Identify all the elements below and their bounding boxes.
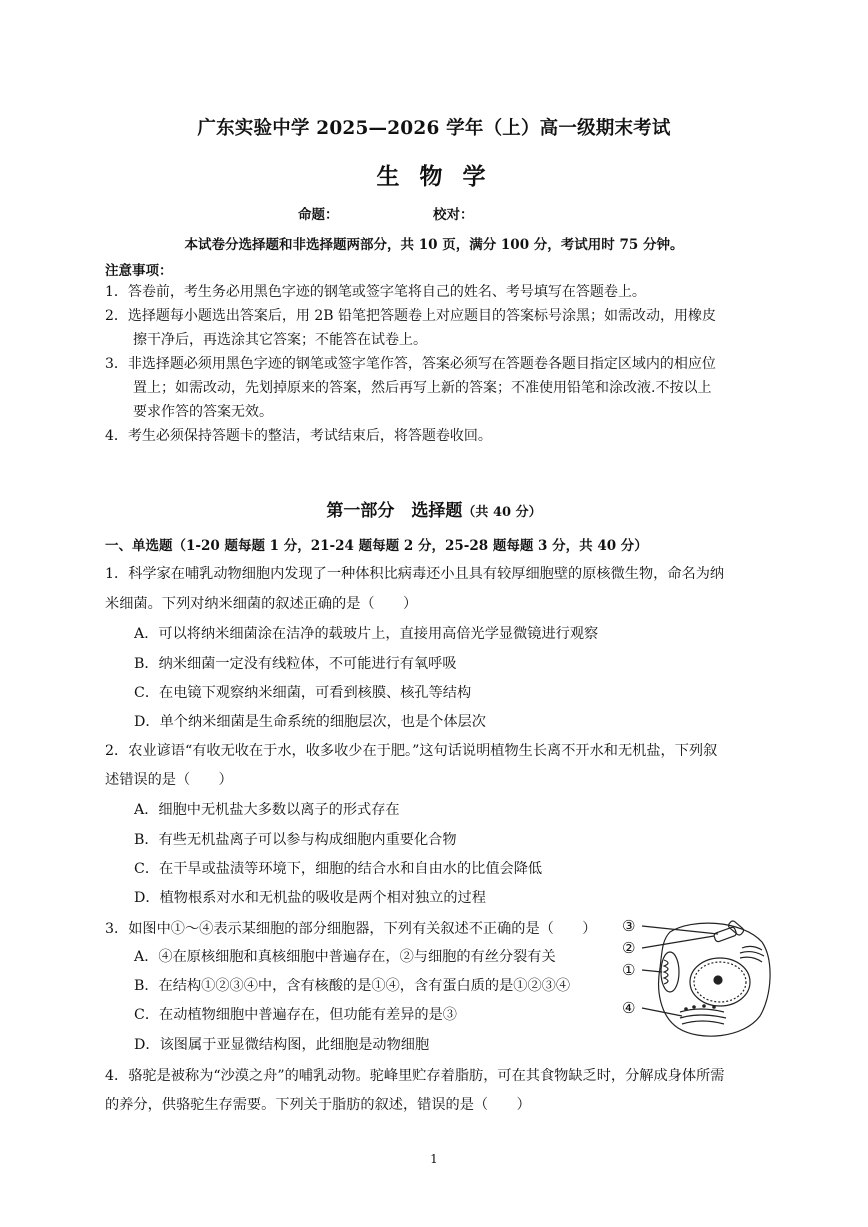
question-2-option-c: C．在干旱或盐渍等环境下，细胞的结合水和自由水的比值会降低 [134,861,543,877]
question-1-stem-line: 米细菌。下列对纳米细菌的叙述正确的是（ ） [105,596,418,612]
note-line: 2．选择题每小题选出答案后，用 2B 铅笔把答题卷上对应题目的答案标号涂黑；如需改动，用橡皮 [105,308,717,324]
part-one-title [0,496,868,521]
question-2-option-d: D．植物根系对水和无机盐的吸收是两个相对独立的过程 [134,890,486,906]
note-line: 4．考生必须保持答题卡的整洁，考试结束后，将答题卷收回。 [105,428,492,444]
question-1-stem-line: 1．科学家在哺乳动物细胞内发现了一种体积比病毒还小且具有较厚细胞壁的原核微生物，命名为纳 [105,566,725,582]
note-line: 1．答卷前，考生务必用黑色字迹的钢笔或签字笔将自己的姓名、考号填写在答题卷上。 [105,284,646,300]
question-3-option-d: D．该图属于亚显微结构图，此细胞是动物细胞 [134,1037,430,1053]
golgi-shape [740,946,764,962]
question-2-option-a: A．细胞中无机盐大多数以离子的形式存在 [134,802,400,818]
question-3-option-b: B．在结构①②③④中，含有核酸的是①④，含有蛋白质的是①②③④ [134,978,571,994]
question-1-option-c: C．在电镜下观察纳米细菌，可看到核膜、核孔等结构 [134,685,472,701]
figure-label-4: ④ [622,999,636,1017]
question-3-option-c: C．在动植物细胞中普遍存在，但功能有差异的是③ [134,1007,457,1023]
part-one-score: （共 40 分） [462,505,542,520]
exam-title: 广东实验中学 2025—2026 学年（上）高一级期末考试 [197,118,671,139]
question-2-stem-line: 2．农业谚语“有收无收在于水，收多收少在于肥。”这句话说明植物生长离不开水和无机盐，下列叙 [105,743,718,759]
question-3-option-a: A．④在原核细胞和真核细胞中普遍存在，②与细胞的有丝分裂有关 [134,949,556,965]
question-1-option-a: A．可以将纳米细菌涂在洁净的载玻片上，直接用高倍光学显微镜进行观察 [134,626,599,642]
figure-label-3: ③ [622,917,636,935]
er-shape [680,1005,726,1024]
question-4-stem-line: 的养分，供骆驼生存需要。下列关于脂肪的叙述，错误的是（ ） [105,1097,531,1113]
figure-label-2: ② [622,939,636,957]
question-4-stem-line: 4．骆驼是被称为“沙漠之舟”的哺乳动物。驼峰里贮存着脂肪，可在其食物缺乏时，分解成身体所需 [105,1068,725,1084]
proposer-label: 命题： [298,207,339,223]
question-1-option-d: D．单个纳米细菌是生命系统的细胞层次，也是个体层次 [134,714,486,730]
note-line: 3．非选择题必须用黑色字迹的钢笔或签字笔作答，答案必须写在答题卷各题目指定区域内的相应位 [105,356,716,372]
cell-organelle-figure [622,908,774,1046]
notes-heading: 注意事项： [105,263,173,279]
question-1-option-b: B．纳米细菌一定没有线粒体，不可能进行有氧呼吸 [134,656,457,672]
question-2-stem-line: 述错误的是（ ） [105,772,233,788]
question-2-option-b: B．有些无机盐离子可以参与构成细胞内重要化合物 [134,832,457,848]
question-3-stem-line: 3．如图中①～④表示某细胞的部分细胞器，下列有关叙述不正确的是（ ） [105,921,597,937]
section-heading: 一、单选题（1-20 题每题 1 分，21-24 题每题 2 分，25-28 题每题 3 分，共 40 分） [105,538,648,554]
checker-label: 校对： [433,207,474,223]
note-line: 擦干净后，再选涂其它答案；不能答在试卷上。 [133,332,427,348]
note-line: 要求作答的答案无效。 [133,404,273,420]
note-line: 置上；如需改动，先划掉原来的答案，然后再写上新的答案；不准使用铅笔和涂改液.不按以上 [133,380,712,396]
exam-summary: 本试卷分选择题和非选择题两部分，共 10 页，满分 100 分，考试用时 75 分钟。 [184,237,684,253]
figure-label-1: ① [622,961,636,979]
part-one-name: 第一部分 选择题 [326,501,463,521]
subject-title: 生 物 学 [376,163,492,190]
page-number: 1 [430,1152,438,1166]
